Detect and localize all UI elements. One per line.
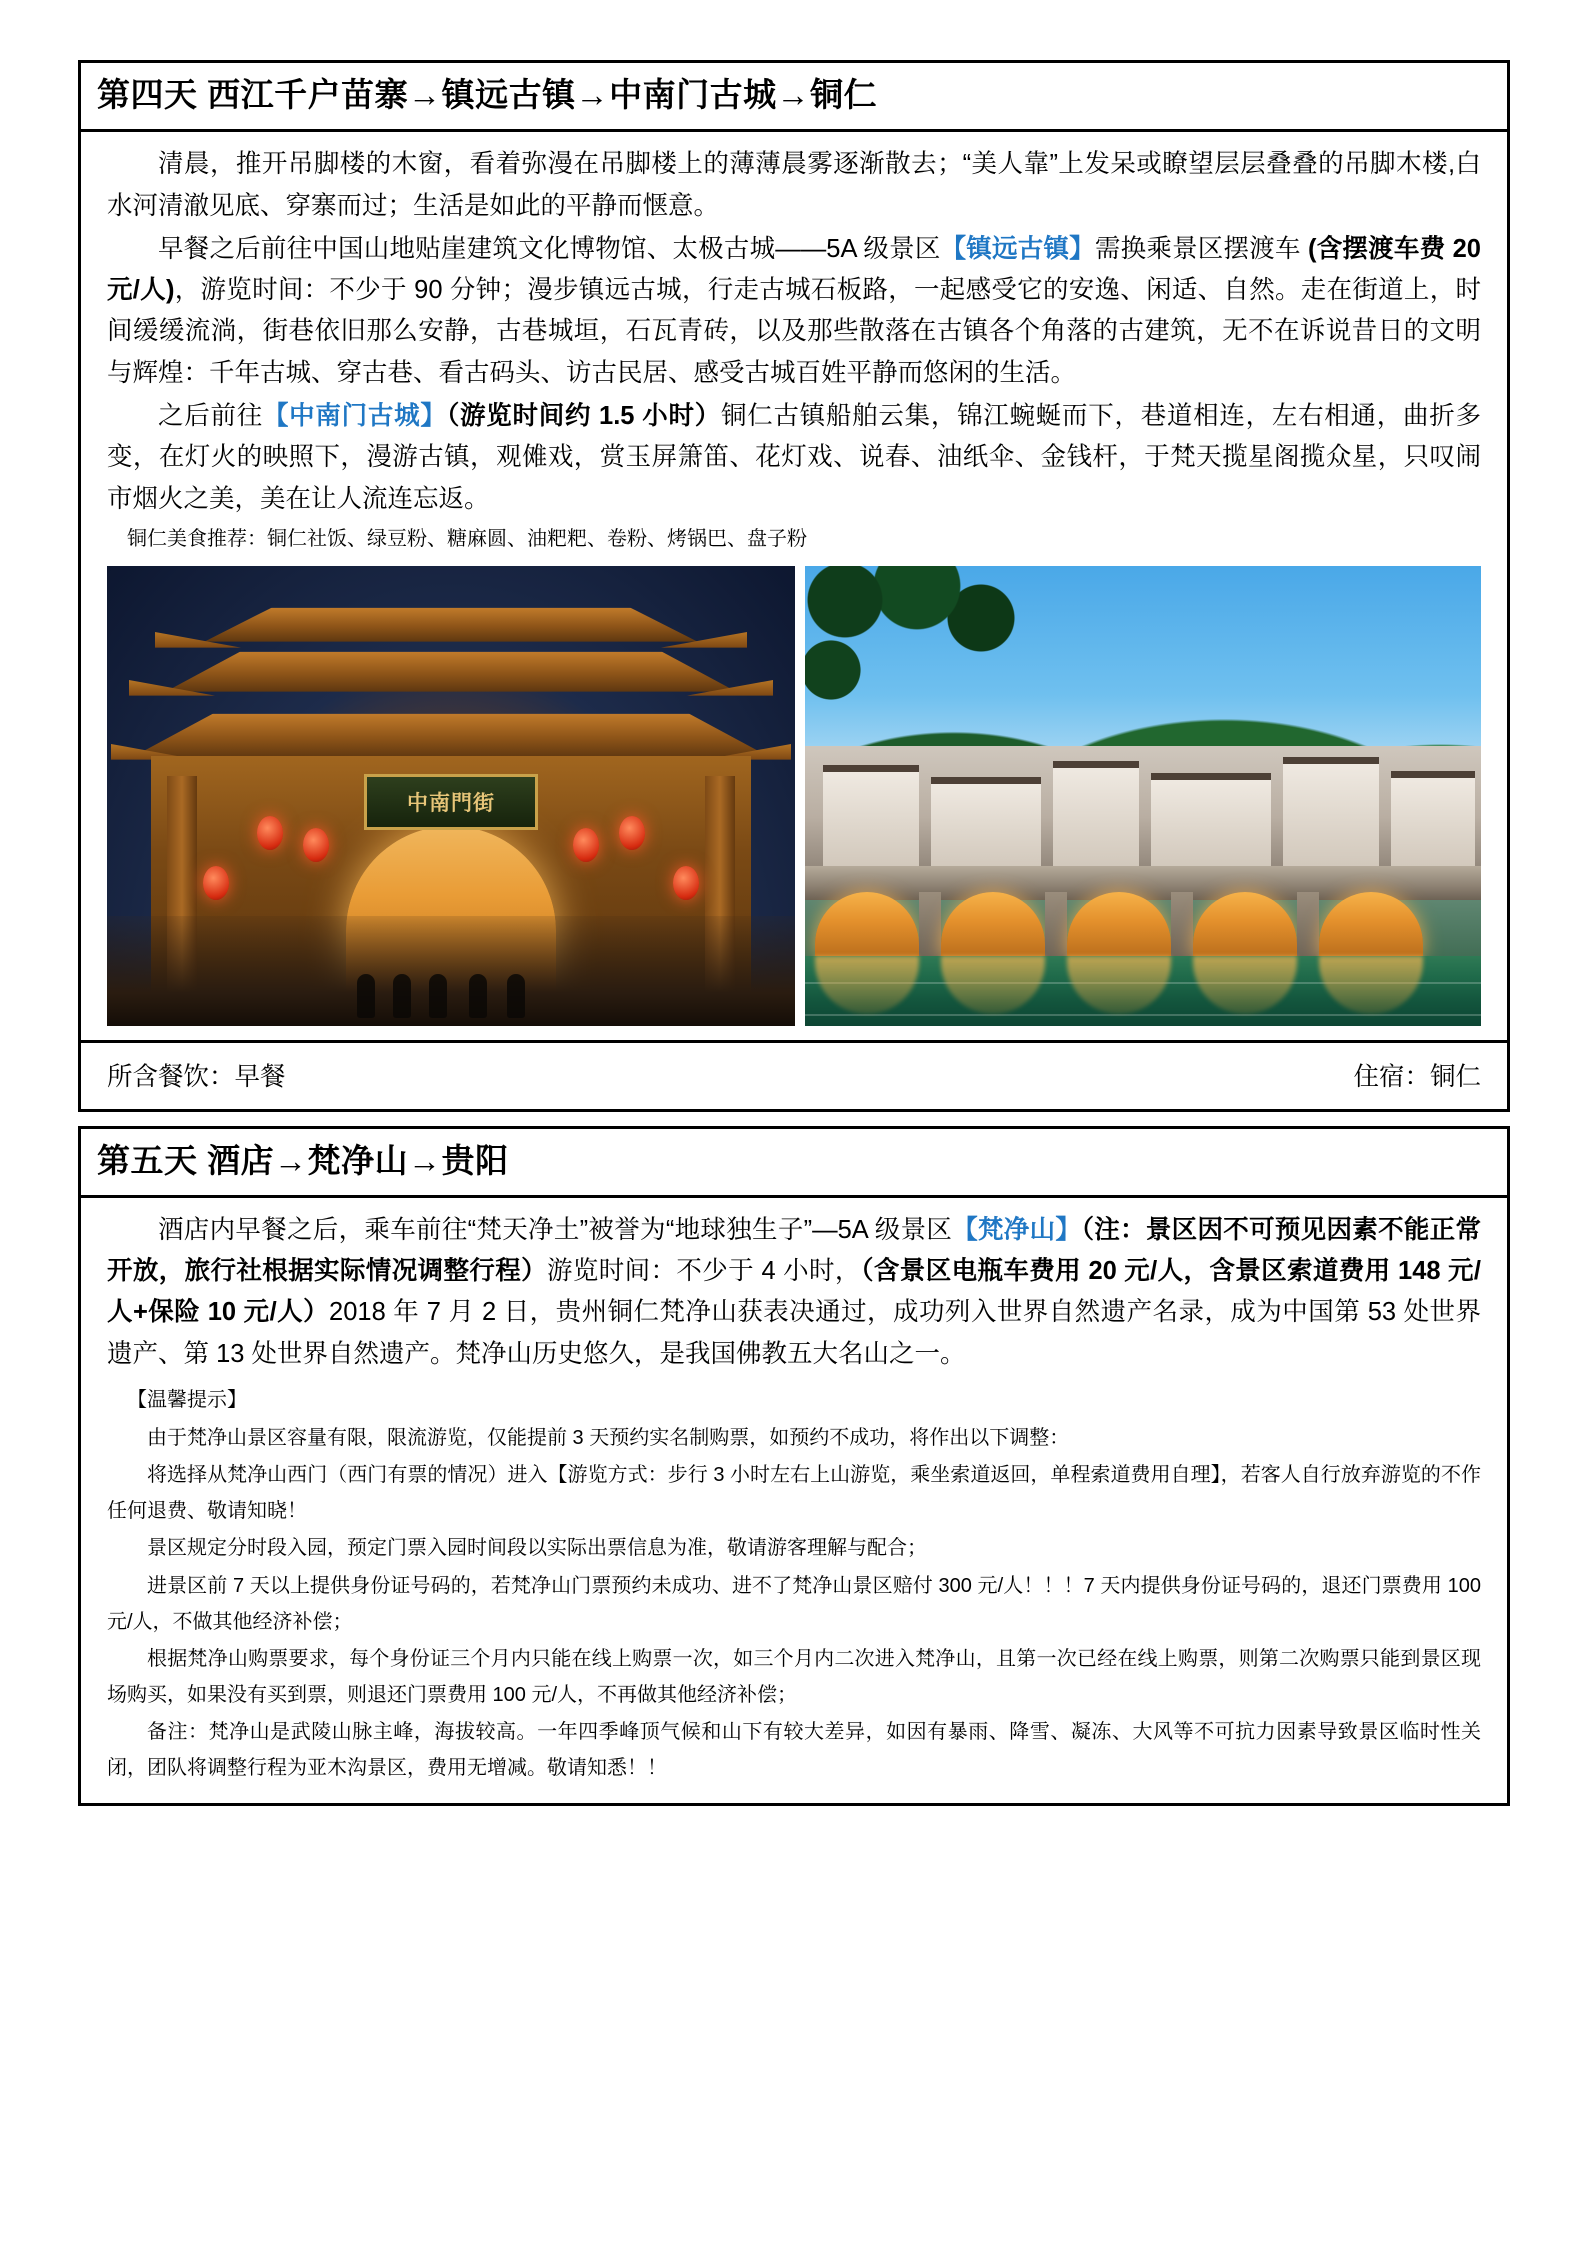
lantern-5 xyxy=(203,866,229,900)
river-water xyxy=(805,956,1481,1026)
arch-reflection-2 xyxy=(941,956,1045,1014)
day5-p1-text-a: 酒店内早餐之后，乘车前往“梵天净土”被誉为“地球独生子”—5A 级景区 xyxy=(158,1215,953,1244)
lantern-3 xyxy=(619,816,645,850)
day5-block xyxy=(78,1126,1510,1806)
lantern-1 xyxy=(257,816,283,850)
bridge-pier-4 xyxy=(1297,892,1319,958)
roof-tier-3 xyxy=(111,714,791,758)
closure-disclaimer-note: （注：景区因不可预见因素不能正常开放，旅行社根据实际情况调整行程） xyxy=(107,1215,1481,1286)
day4-block xyxy=(78,60,1510,1112)
building-3 xyxy=(1053,761,1139,876)
day4-meals: 所含餐饮：早餐 xyxy=(107,1062,286,1091)
tip-item: 进景区前 7 天以上提供身份证号码的，若梵净山门票预约未成功、进不了梵净山景区赔付 300 元/人！！！7 天内提供身份证号码的，退还门票费用 100 元/人，不做其他经济补偿； xyxy=(107,1575,1481,1633)
tip-item: 景区规定分时段入园，预定门票入园时间段以实际出票信息为准，敬请游客理解与配合； xyxy=(147,1537,927,1560)
crowd-figure-3 xyxy=(429,974,447,1018)
lantern-6 xyxy=(673,866,699,900)
day4-p3-text-b: 铜仁古镇船舶云集，锦江蜿蜒而下，巷道相连，左右相通，曲折多变，在灯火的映照下，漫游古镇，观傩戏，赏玉屏箫笛、花灯戏、说春、油纸伞、金钱杆，于梵天揽星阁揽众星，只叹闹市烟火之美，美在让人流连忘返。 xyxy=(107,402,1481,513)
day4-p2-text-c: ，游览时间：不少于 90 分钟；漫步镇远古城，行走古城石板路，一起感受它的安逸、闲适、自然。走在街道上，时间缓缓流淌，街巷依旧那么安静，古巷城垣，石瓦青砖，以及那些散落在古镇各个角落的古建筑，无不在诉说昔日的文明与辉煌：千年古城、穿古巷、看古码头、访古民居、感受古城百姓平静而悠闲的生活。 xyxy=(107,276,1481,387)
building-1 xyxy=(823,765,919,876)
day5-p1-text-c: 2018 年 7 月 2 日，贵州铜仁梵净山获表决通过，成功列入世界自然遗产名录，成为中国第 53 处世界遗产、第 13 处世界自然遗产。梵净山历史悠久，是我国佛教五大名山之一。 xyxy=(107,1298,1481,1368)
bridge-pier-3 xyxy=(1171,892,1193,958)
riverside-town xyxy=(805,746,1481,876)
building-2 xyxy=(931,777,1041,876)
building-5 xyxy=(1283,757,1379,876)
arch-reflection-1 xyxy=(815,956,919,1014)
roof-tier-2 xyxy=(141,652,761,692)
photo-zhongnanmen-night xyxy=(107,566,795,1026)
scenic-spot-zhenyuan: 【镇远古镇】 xyxy=(940,234,1095,263)
day4-meal-hotel-row xyxy=(81,1040,1507,1109)
tip-item: 由于梵净山景区容量有限，限流游览，仅能提前 3 天预约实名制购票，如预约不成功，将作出以下调整： xyxy=(147,1426,1070,1449)
tip-item: 根据梵净山购票要求，每个身份证三个月内只能在线上购票一次，如三个月内二次进入梵净山，且第一次已经在线上购票，则第二次购票只能到景区现场购买，如果没有买到票，则退还门票费用 100 元/人，不再做其他经济补偿； xyxy=(107,1648,1481,1706)
day4-paragraph-1: 清晨，推开吊脚楼的木窗，看着弥漫在吊脚楼上的薄薄晨雾逐渐散去；“美人靠”上发呆或瞭望层层叠叠的吊脚木楼,白水河清澈见底、穿寨而过；生活是如此的平静而惬意。 xyxy=(107,150,1481,220)
arch-reflection-5 xyxy=(1319,956,1423,1014)
street-ground xyxy=(107,916,795,1026)
tip-item: 备注：梵净山是武陵山脉主峰，海拔较高。一年四季峰顶气候和山下有较大差异，如因有暴雨、降雪、凝冻、大风等不可抗力因素导致景区临时性关闭，团队将调整行程为亚木沟景区，费用无增减。敬请知悉！！ xyxy=(107,1721,1481,1779)
lantern-2 xyxy=(303,828,329,862)
foreground-foliage xyxy=(805,566,1055,776)
scenic-spot-fanjingshan: 【梵净山】 xyxy=(952,1215,1082,1244)
crowd-figure-1 xyxy=(357,974,375,1018)
crowd-figure-5 xyxy=(507,974,525,1018)
crowd-figure-4 xyxy=(469,974,487,1018)
day4-p3-text-a: 之后前往 xyxy=(158,402,263,431)
tips-title: 【温馨提示】 xyxy=(127,1389,247,1412)
day5-p1-text-b: 游览时间：不少于 4 小时， xyxy=(546,1257,861,1286)
arch-reflection-3 xyxy=(1067,956,1171,1014)
building-6 xyxy=(1391,771,1475,876)
included-fees-note: （含景区电瓶车费用 20 元/人，含景区索道费用 148 元/人+保险 10 元/人） xyxy=(107,1257,1481,1327)
water-ripple-2 xyxy=(805,1014,1481,1016)
arch-reflection-4 xyxy=(1193,956,1297,1014)
gate-plaque: 中南門街 xyxy=(364,774,538,830)
day4-header: 第四天 西江千户苗寨→镇远古镇→中南门古城→铜仁 xyxy=(81,63,1507,132)
bridge-pier-1 xyxy=(919,892,941,958)
lantern-4 xyxy=(573,828,599,862)
day5-body xyxy=(81,1198,1507,1803)
tour-duration-note: （游览时间约 1.5 小时） xyxy=(446,402,721,431)
bridge-pier-2 xyxy=(1045,892,1067,958)
day4-paragraph-3 xyxy=(107,396,1481,520)
crowd-figure-2 xyxy=(393,974,411,1018)
day4-p2-text-b: 需换乘景区摆渡车 xyxy=(1094,234,1308,263)
day5-paragraph-1 xyxy=(107,1210,1481,1375)
day4-hotel: 住宿：铜仁 xyxy=(1353,1062,1481,1091)
day4-photo-row xyxy=(107,566,1481,1026)
tip-item: 将选择从梵净山西门（西门有票的情况）进入【游览方式：步行 3 小时左右上山游览，乘坐索道返回，单程索道费用自理】，若客人自行放弃游览的不作任何退费、敬请知晓！ xyxy=(107,1464,1481,1522)
day4-p2-text-a: 早餐之后前往中国山地贴崖建筑文化博物馆、太极古城——5A 级景区 xyxy=(158,234,941,263)
scenic-spot-zhongnanmen: 【中南门古城】 xyxy=(262,402,447,431)
day4-body xyxy=(81,132,1507,1039)
building-4 xyxy=(1151,773,1271,876)
day4-paragraph-2 xyxy=(107,229,1481,394)
shuttle-fee-note: (含摆渡车费 20 元/人) xyxy=(107,234,1481,305)
day5-header: 第五天 酒店→梵净山→贵阳 xyxy=(81,1129,1507,1198)
photo-zhenyuan-bridge xyxy=(805,566,1481,1026)
day4-food-recommendation: 铜仁美食推荐：铜仁社饭、绿豆粉、糖麻圆、油粑粑、卷粉、烤锅巴、盘子粉 xyxy=(127,527,807,550)
